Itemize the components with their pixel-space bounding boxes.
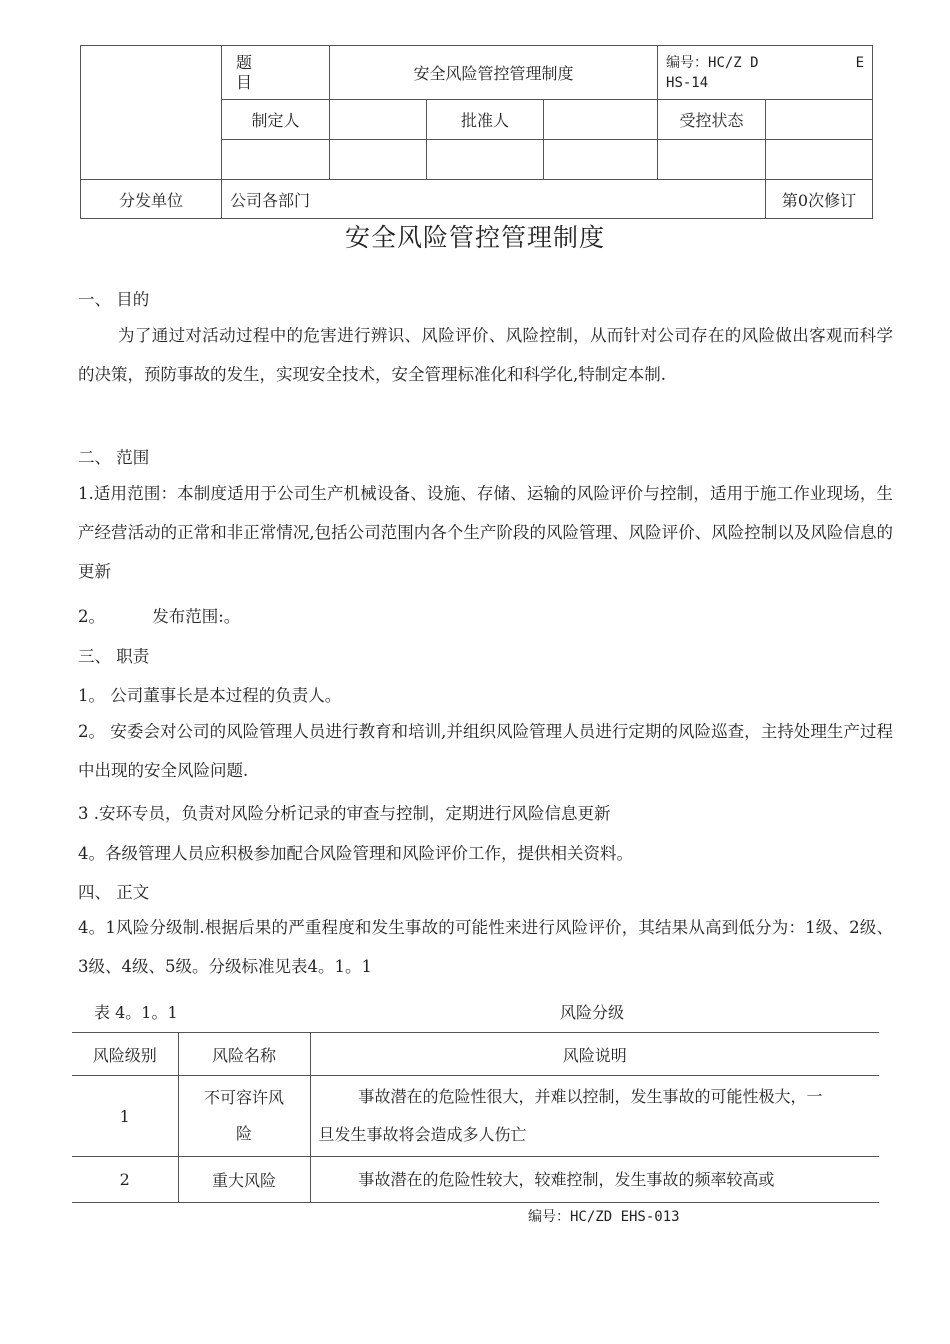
table-row bbox=[72, 1157, 879, 1203]
section-2-heading: 二、 范围 bbox=[78, 448, 150, 467]
code-line2: HS-14 bbox=[666, 74, 709, 91]
column-header: 风险说明 bbox=[310, 1033, 879, 1076]
blank-cell bbox=[658, 140, 766, 180]
risk-level-cell: 2 bbox=[72, 1157, 178, 1203]
section-3-item-4: 4。各级管理人员应积极参加配合风险管理和风险评价工作，提供相关资料。 bbox=[78, 844, 633, 863]
section-1-paragraph: 为了通过对活动过程中的危害进行辨识、风险评价、风险控制，从而针对公司存在的风险做出客观而科学的决策，预防事故的发生，实现安全技术，安全管理标准化和科学化,特制定本制. bbox=[78, 326, 893, 384]
code-line1-tail: E bbox=[855, 54, 865, 71]
blank-cell bbox=[330, 140, 427, 180]
risk-name-cell: 重大风险 bbox=[178, 1157, 310, 1203]
section-2-paragraph-1: 1.适用范围：本制度适用于公司生产机械设备、设施、存储、运输的风险评价与控制，适用于施工作业现场，生产经营活动的正常和非正常情况,包括公司范围内各个生产阶段的风险管理、风险评价、风险控制以及风险信息的更新 bbox=[78, 484, 893, 581]
section-3-item-3: 3 .安环专员，负责对风险分析记录的审查与控制，定期进行风险信息更新 bbox=[78, 804, 611, 823]
distribution-label: 分发单位 bbox=[81, 180, 222, 219]
distribution-value: 公司各部门 bbox=[222, 180, 766, 219]
section-3-item-1: 1。 公司董事长是本过程的负责人。 bbox=[78, 686, 342, 705]
revision-label: 第0次修订 bbox=[766, 180, 873, 219]
document-title: 安全风险管控管理制度 bbox=[344, 223, 605, 252]
blank-cell bbox=[427, 140, 544, 180]
approver-label: 批准人 bbox=[427, 100, 544, 140]
section-1-heading: 一、 目的 bbox=[78, 290, 150, 309]
blank-cell bbox=[222, 140, 330, 180]
title-value: 安全风险管控管理制度 bbox=[330, 46, 658, 100]
footer-document-code: 编号：HC/ZD EHS-013 bbox=[528, 1209, 680, 1225]
table-row bbox=[72, 1076, 879, 1157]
table-title: 风险分级 bbox=[560, 1003, 625, 1022]
title-label: 题 目 bbox=[222, 46, 330, 100]
risk-description-cell: 事故潜在的危险性很大，并难以控制，发生事故的可能性极大，一旦发生事故将会造成多人伤亡 bbox=[310, 1076, 879, 1157]
table-number: 表 4。1。1 bbox=[94, 1003, 178, 1022]
risk-description-cell: 事故潜在的危险性较大，较难控制，发生事故的频率较高或 bbox=[310, 1157, 879, 1203]
column-header: 风险名称 bbox=[178, 1033, 310, 1076]
item-number: 2。 bbox=[78, 607, 105, 626]
status-value bbox=[766, 100, 873, 140]
author-label: 制定人 bbox=[222, 100, 330, 140]
blank-cell bbox=[766, 140, 873, 180]
document-code bbox=[658, 46, 873, 100]
column-header: 风险级别 bbox=[72, 1033, 178, 1076]
author-value bbox=[330, 100, 427, 140]
risk-level-cell: 1 bbox=[72, 1076, 178, 1157]
risk-name-cell: 不可容许风险 bbox=[178, 1076, 310, 1157]
risk-level-table bbox=[72, 1032, 879, 1203]
approver-value bbox=[544, 100, 658, 140]
code-line1: 编号：HC/Z D bbox=[666, 54, 759, 71]
section-3-heading: 三、 职责 bbox=[78, 647, 150, 666]
section-4-heading: 四、 正文 bbox=[78, 883, 150, 902]
blank-cell bbox=[544, 140, 658, 180]
section-2-item-2 bbox=[78, 603, 240, 627]
table-header-row bbox=[72, 1033, 879, 1076]
status-label: 受控状态 bbox=[658, 100, 766, 140]
control-header-table bbox=[80, 45, 873, 219]
logo-blank-cell bbox=[81, 46, 222, 180]
section-4-paragraph: 4。1风险分级制.根据后果的严重程度和发生事故的可能性来进行风险评价，其结果从高到低分为：1级、2级、3级、4级、5级。分级标准见表4。1。1 bbox=[78, 918, 893, 976]
item-text: 发布范围:。 bbox=[152, 607, 241, 626]
section-3-item-2: 2。 安委会对公司的风险管理人员进行教育和培训,并组织风险管理人员进行定期的风险巡查，主持处理生产过程中出现的安全风险问题. bbox=[78, 722, 893, 780]
